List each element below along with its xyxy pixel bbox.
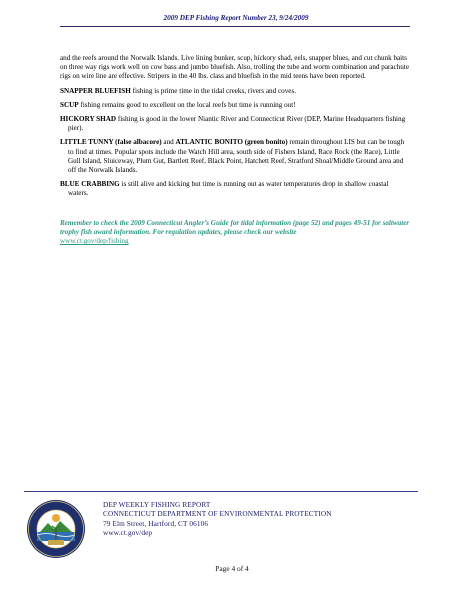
scup-text: fishing remains good to excellent on the local reefs but time is running out! bbox=[78, 100, 296, 109]
report-header: 2009 DEP Fishing Report Number 23, 9/24/2009 bbox=[163, 14, 309, 22]
report-body bbox=[60, 54, 410, 246]
dep-seal-logo bbox=[26, 499, 86, 559]
snapper-text: fishing is prime time in the tidal creeks, rivers and coves. bbox=[130, 86, 297, 95]
footer-address: 79 Elm Street, Hartford, CT 06106 bbox=[103, 518, 209, 528]
tunny-paragraph bbox=[60, 138, 410, 175]
intro-paragraph: and the reefs around the Norwalk Islands. Live lining bunker, scup, hickory shad, eels, snapper blues, and cut chunk baits on three way rigs work well on cow bass and jumbo bluefish. Also, trolling the tube and worm combination and parachute rigs on wire line are effective. Stripers in the 40 lbs. class and bluefish in the mid teens have been reported. bbox=[60, 54, 410, 81]
tunny-text: remain throughout LIS but can be tough to find at times. Popular spots include the Watch Hill area, south side of Fishers Island, Race Rock (the Race), Little Gull Island, Sluiceway, Plum Gut, Bartlett Reef, Black Point, Hatchett Reef, Stratford Shoal/Middle Ground area and off the Norwalk Islands. bbox=[68, 138, 405, 175]
crabbing-text: is still alive and kicking but time is running out as water temperatures drop in shallow coastal waters. bbox=[68, 180, 389, 198]
reminder-note bbox=[60, 219, 410, 247]
tunny-connector: and bbox=[161, 138, 176, 147]
tunny-heading: LITTLE TUNNY (false albacore) bbox=[60, 138, 162, 147]
hickory-paragraph bbox=[60, 115, 410, 133]
hickory-heading: HICKORY SHAD bbox=[60, 115, 117, 124]
bonito-heading: ATLANTIC BONITO (green bonito) bbox=[175, 138, 288, 147]
footer-website[interactable]: www.ct.gov/dep bbox=[103, 528, 153, 538]
footer-report-title: DEP WEEKLY FISHING REPORT bbox=[103, 500, 211, 509]
footer-department: CONNECTICUT DEPARTMENT OF ENVIRONMENTAL PROTECTION bbox=[103, 509, 332, 519]
scup-heading: SCUP bbox=[60, 100, 79, 109]
fishing-website-link[interactable]: www.ct.gov/dep/fishing bbox=[60, 237, 129, 246]
snapper-heading: SNAPPER BLUEFISH bbox=[60, 86, 131, 95]
header-divider bbox=[60, 26, 410, 27]
snapper-paragraph bbox=[60, 87, 410, 96]
crabbing-heading: BLUE CRABBING bbox=[60, 180, 120, 189]
page-number: Page 4 of 4 bbox=[215, 564, 249, 573]
footer-contact bbox=[103, 500, 332, 538]
scup-paragraph bbox=[60, 101, 410, 110]
reminder-text: Remember to check the 2009 Connecticut Angler’s Guide for tidal information (page 52) and pages 49-51 for saltwater trophy fish award information. For regulation updates, please check our website bbox=[60, 218, 410, 236]
hickory-text: fishing is good in the lower Niantic River and Connecticut River (DEP, Marine Headquarters fishing pier). bbox=[68, 115, 406, 133]
footer-divider bbox=[24, 491, 418, 492]
crabbing-paragraph bbox=[60, 180, 410, 198]
